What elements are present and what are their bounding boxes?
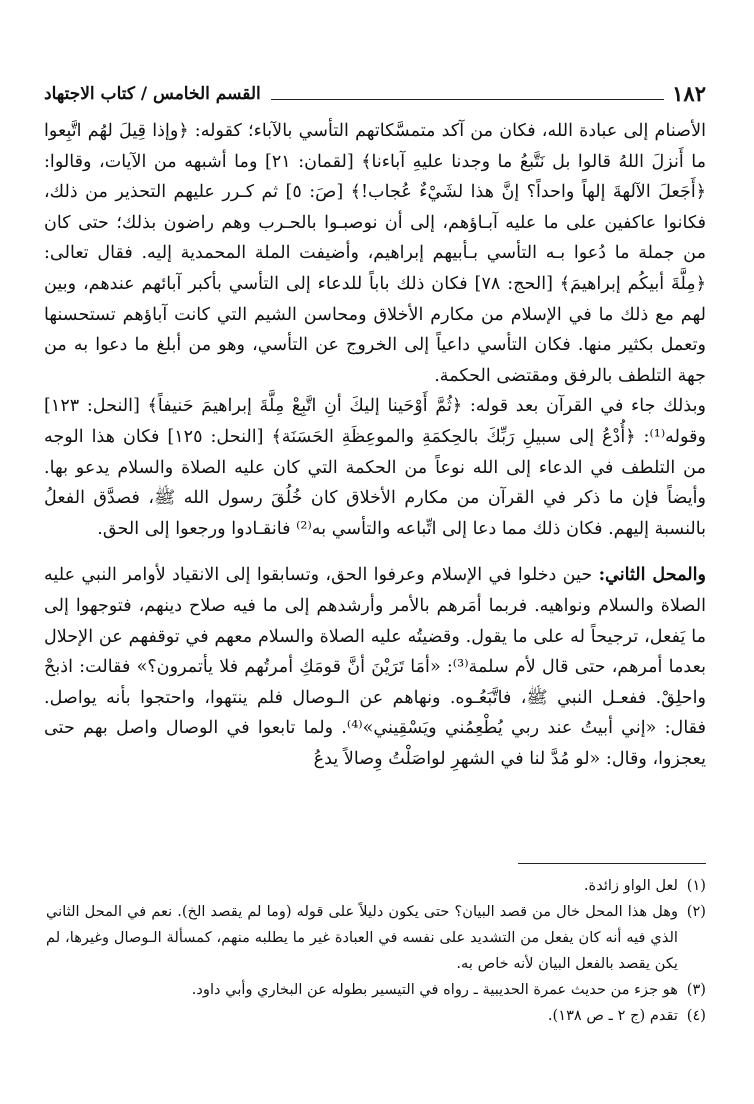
- footnote: [46, 899, 706, 977]
- paragraph-2: وبذلك جاء في القرآن بعد قوله: ﴿ثُمَّ أَوْحَينا إليكَ أنِ اتَّبِعْ مِلَّةَ إبراهيمَ حَنيفاً﴾ [النحل: ١٢٣] وقوله⁽¹⁾: ﴿أُدْعُ إلى سبيلِ رَبِّكَ بالحِكمَةِ والموعِظَةِ الحَسَنَة﴾ [النحل: ١٢٥] فكان هذا الوجه من التلطف في الدعاء إلى الله نوعاً من الحكمة التي كان عليه الصلاة والسلام يدعو بها. وأيضاً فإن ما ذكر في القرآن من مكارم الأخلاق كان خُلُقَ رسول الله ﷺ، فصدَّق الفعلُ بالنسبة إليهم. فكان ذلك مما دعا إلى اتِّباعه والتأسي به⁽²⁾ فانقـادوا ورجعوا إلى الحق.: [44, 396, 706, 539]
- paragraph-1: الأصنام إلى عبادة الله، فكان من آكد متمسَّكاتهم التأسي بالآباء؛ كقوله: ﴿وإذا قِيلَ لهُم اتَّبِعوا ما أَنزلَ اللهُ قالوا بل نَتَّبعُ ما وجدنا عليهِ آباءنا﴾ [لقمان: ٢١] وما أشبهه من الآيات، وقالوا: ﴿أَجَعلَ الآلهةَ إلهاً واحداً؟ إنَّ هذا لشَيْءٌ عُجاب!﴾ [صَ: ٥] ثم كـرر عليهم التحذير من ذلك، فكانوا عاكفين على ما عليه آبـاؤهم، إلى أن نوصبـوا بالحـرب وهم راضون بذلك؛ حتى كان من جملة ما دُعوا بـه التأسي بـأبيهم إبراهيم، وأضيفت الملة المحمدية إليه. فقال تعالى: ﴿مِلَّةَ أبيكُم إبراهيمَ﴾ [الحج: ٧٨] فكان ذلك باباً للدعاء إلى التأسي بأكبر آبائهم عندهم، وبين لهم مع ذلك ما في الإسلام من مكارم الأخلاق ومحاسن الشيم التي كانت آباؤهم تستحسنها وتعمل بكثير منها. فكان التأسي داعياً إلى الخروج عن التأسي، وهو من أبلغ ما دعوا به من جهة التلطف بالرفق ومقتضى الحكمة.: [44, 121, 707, 386]
- footnote-number: (١): [686, 877, 706, 894]
- footnote-separator: [518, 863, 706, 864]
- page-header: [44, 78, 706, 106]
- footnote-number: (٢): [686, 903, 706, 920]
- paragraph-3: [44, 560, 706, 774]
- footnote: [46, 1003, 706, 1029]
- footnote-text: لعل الواو زائدة.: [583, 877, 678, 894]
- footnote: [46, 977, 706, 1003]
- page-number: ١٨٢: [672, 81, 706, 106]
- footnotes: [46, 873, 706, 1029]
- footnote-text: هو جزء من حديث عمرة الحديبية ـ رواه في التيسير بطوله عن البخاري وأبي داود.: [191, 981, 678, 998]
- footnote-text: وهل هذا المحل خال من قصد البيان؟ حتى يكون دليلاً على قوله (وما لم يقصد الخ). نعم في المحل الثاني الذي فيه أنه كان يفعل من التشديد على نفسه في العبادة غير ما يطلبه منهم، كمسألة الـوصال وغيرها، لم يكن يقصد بالفعل البيان لأنه خاص به.: [46, 903, 678, 972]
- footnote-text: تقدم (ج ٢ ـ ص ١٣٨).: [547, 1007, 678, 1024]
- footnote: [46, 873, 706, 899]
- paragraph-3-lead: والمحل الثاني:: [598, 564, 706, 586]
- running-head: القسم الخامس / كتاب الاجتهاد: [44, 84, 261, 104]
- main-text: [44, 116, 706, 774]
- paragraph-3-text: حين دخلوا في الإسلام وعرفوا الحق، وتسابقوا إلى الانقياد لأوامر النبي عليه الصلاة والسلام ونواهيه. فربما أمَرهم بالأمر وأرشدهم إلى ما فيه صلاح دينهم، فتوجهوا إلى ما يَفعل، ترجيحاً له على ما يقول. وقضيتُه عليه الصلاة والسلام معهم في توقفهم عن الإحلال بعدما أمرهم، حتى قال لأم سلمة⁽³⁾: «أمَا تَرَيْنَ أنَّ قومَكِ أمرتُهم فلا يأتمرون؟» فقالت: اذبحْ واحلِقْ. ففعـل النبي ﷺ، فاتَّبَعُـوه. ونهاهم عن الـوصال فلم ينتهوا، واحتجوا بأنه يواصل. فقال: «إني أبيتُ عند ربي يُطْعِمُني ويَسْقِيني»⁽⁴⁾. ولما تابعوا في الوصال واصل بهم حتى يعجزوا، وقال: «لو مُدَّ لنا في الشهرِ لواصَلْتُ وِصالاً يدعُ: [44, 565, 706, 769]
- paragraph-gap: [44, 544, 706, 560]
- header-rule: [271, 99, 664, 100]
- footnote-number: (٣): [686, 981, 706, 998]
- footnote-number: (٤): [686, 1007, 706, 1024]
